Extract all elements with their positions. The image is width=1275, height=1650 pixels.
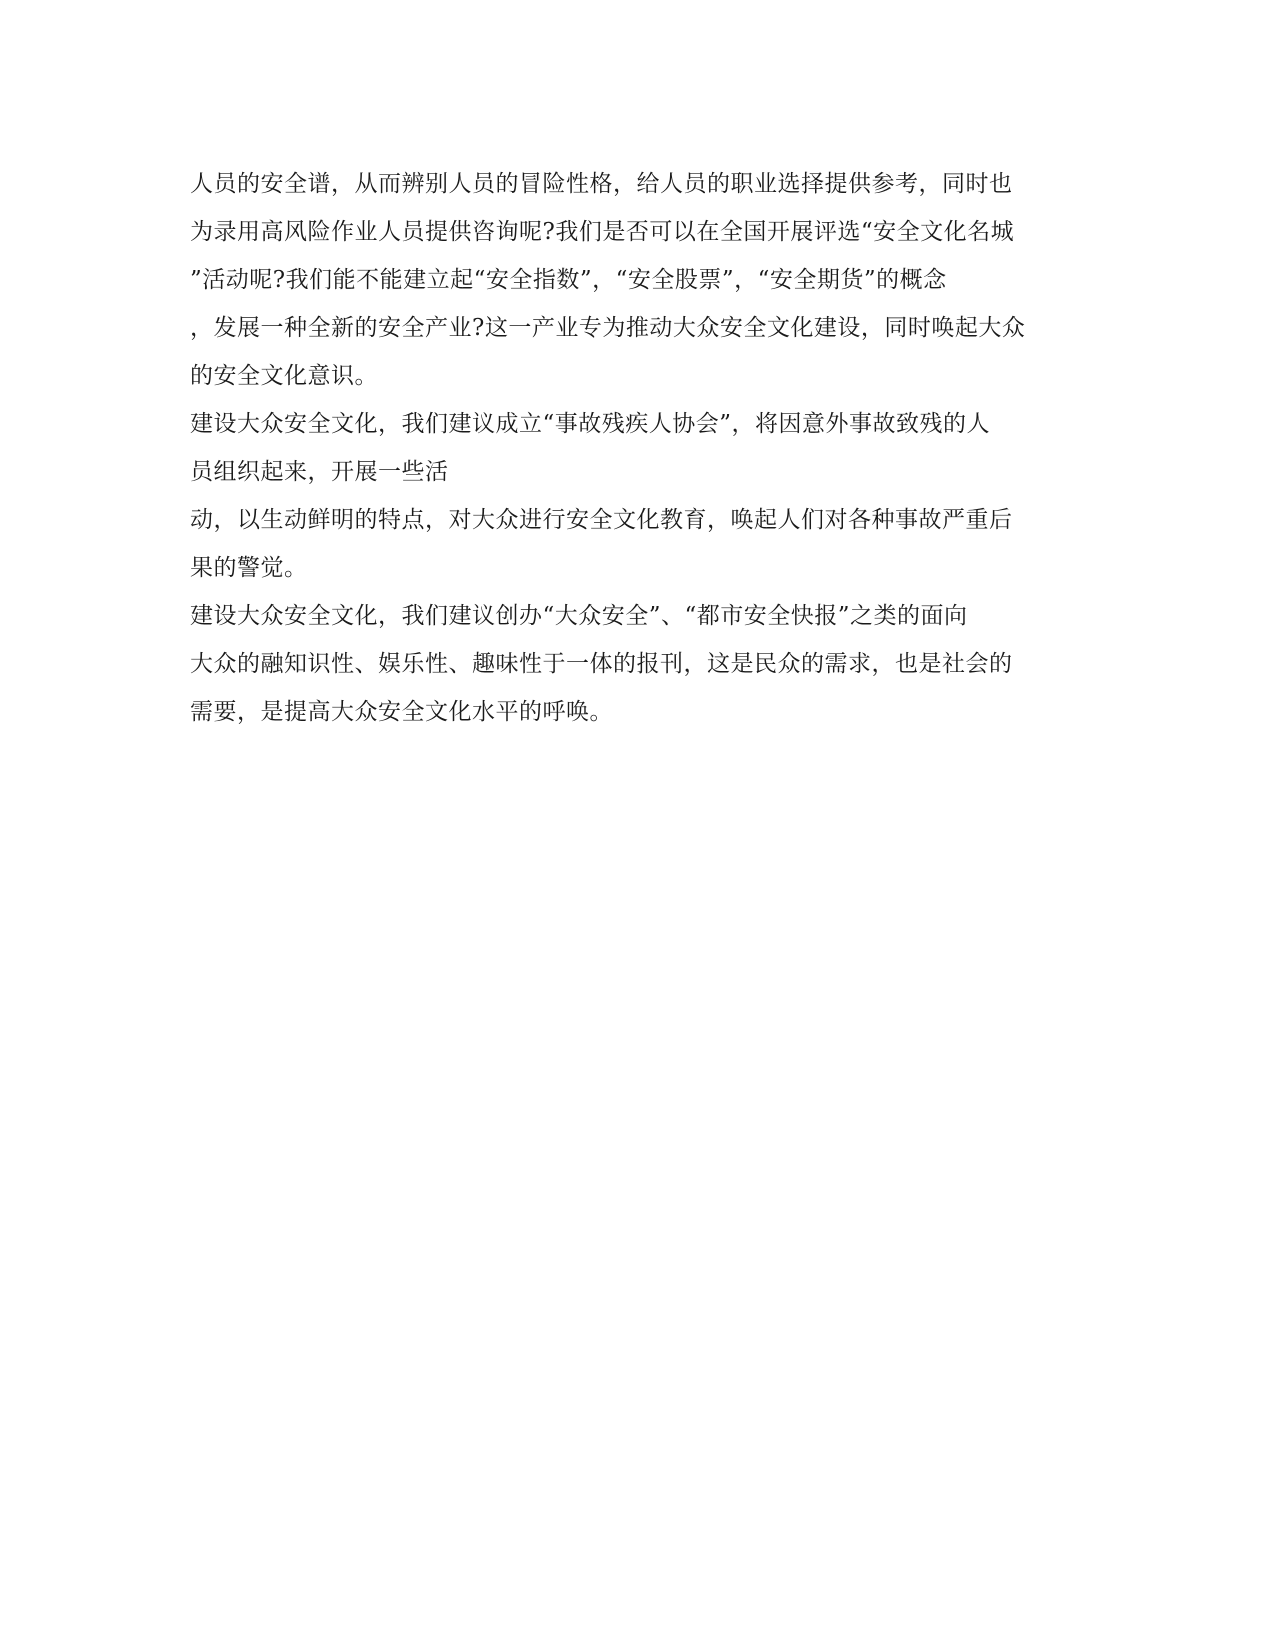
text-line: 人员的安全谱，从而辨别人员的冒险性格，给人员的职业选择提供参考，同时也 — [190, 171, 1013, 197]
text-line: 果的警觉。 — [190, 555, 308, 581]
text-line: 建设大众安全文化，我们建议成立“事故残疾人协会”，将因意外事故致残的人 — [190, 411, 991, 437]
text-line: ”活动呢?我们能不能建立起“安全指数”，“安全股票”，“安全期货”的概念 — [190, 267, 947, 293]
text-line: 大众的融知识性、娱乐性、趣味性于一体的报刊，这是民众的需求，也是社会的 — [190, 651, 1013, 677]
text-line: 建设大众安全文化，我们建议创办“大众安全”、“都市安全快报”之类的面向 — [190, 603, 968, 629]
text-line: 员组织起来，开展一些活 — [190, 459, 449, 485]
text-line: ，发展一种全新的安全产业?这一产业专为推动大众安全文化建设，同时唤起大众 — [190, 315, 1026, 341]
body-text — [190, 160, 1090, 736]
text-line: 的安全文化意识。 — [190, 363, 378, 389]
text-line: 需要，是提高大众安全文化水平的呼唤。 — [190, 699, 613, 725]
text-line: 动，以生动鲜明的特点，对大众进行安全文化教育，唤起人们对各种事故严重后 — [190, 507, 1013, 533]
text-line: 为录用高风险作业人员提供咨询呢?我们是否可以在全国开展评选“安全文化名城 — [190, 219, 1015, 245]
